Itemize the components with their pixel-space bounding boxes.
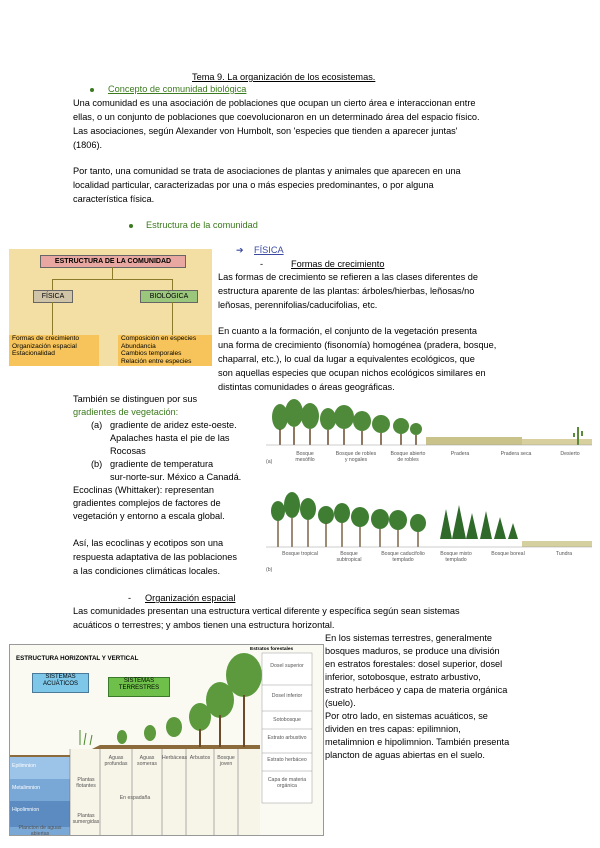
text-line: respuesta adaptativa de las poblaciones	[73, 552, 237, 562]
text-line: a las condiciones climáticas locales.	[73, 566, 221, 576]
text-line: distintas comunidades o áreas geográficas.	[218, 382, 395, 392]
figure-caption: Bosque abierto de robles	[390, 451, 426, 463]
figure-caption: Pradera	[450, 451, 470, 457]
text-line: estructura aparente de las plantas: árboles/hierbas, leñosas/no	[218, 286, 475, 296]
strata-title: Estratos forestales	[250, 647, 294, 652]
figure-title: ESTRUCTURA HORIZONTAL Y VERTICAL	[16, 655, 139, 662]
diagram-fisica-box: FÍSICA	[33, 290, 73, 303]
diagram-biologica-box: BIOLÓGICA	[140, 290, 198, 303]
stratum-label: Dosel superior	[270, 663, 304, 669]
diagram-item: Organización espacial	[12, 342, 77, 350]
bullet-icon	[129, 224, 133, 228]
text-line: localidad particular, caracterizadas por una o más especies predominantes, o por alguna	[73, 180, 434, 190]
text-line: En los sistemas terrestres, generalmente	[325, 633, 492, 643]
figure-caption: Tundra	[555, 551, 573, 557]
text-line: acuáticos o terrestres; y ambos tienen una estructura horizontal.	[73, 620, 335, 630]
vertical-structure-figure	[9, 644, 324, 836]
figure-caption: Desierto	[560, 451, 580, 457]
concepto-heading: Concepto de comunidad biológica	[108, 84, 247, 94]
text-line: gradientes complejos de factores de	[73, 498, 221, 508]
text-line: Apalaches hasta el pie de las	[110, 433, 230, 443]
text-line: gradiente de aridez este-oeste.	[110, 420, 237, 430]
text-line: sur-norte-sur. México a Canadá.	[110, 472, 242, 482]
zone-label: Aguas profundas	[104, 755, 128, 767]
estructura-diagram	[9, 249, 212, 366]
zone-label: Bosque joven	[217, 755, 235, 767]
vegetation-gradient-figure	[266, 399, 592, 579]
organizacion-heading: Organización espacial	[145, 593, 236, 603]
figure-caption: Bosque de robles y nogales	[335, 451, 377, 463]
text-line: Las formas de crecimiento se refieren a las clases diferentes de	[218, 272, 478, 282]
text-line: En cuanto a la formación, el conjunto de la vegetación presenta	[218, 326, 477, 336]
diagram-item: Cambios temporales	[121, 350, 182, 358]
page-title: Tema 9. La organización de los ecosistemas.	[192, 72, 376, 82]
text-line: plancton de aguas abiertas en el suelo.	[325, 750, 485, 760]
figure-caption: Pradera seca	[500, 451, 532, 457]
figure-caption: Bosque mixto templado	[440, 551, 472, 563]
text-line: estrato herbáceo y capa de materia orgánica	[325, 685, 508, 695]
list-marker: (b)	[91, 459, 103, 469]
diagram-item: Composición en especies	[121, 335, 197, 342]
text-line: chaparral, etc.), lo cual da lugar a equivalentes ecológicos, que	[218, 354, 475, 364]
figure-label-a: (a)	[266, 459, 273, 465]
text-line: Por tanto, una comunidad se trata de asociaciones de plantas y animales que aparecen en una	[73, 166, 461, 176]
text-line: vegetación y entorno a escala global.	[73, 511, 225, 521]
figure-caption: Bosque tropical	[282, 551, 318, 557]
zone-label: Plantas sumergidas	[72, 813, 100, 825]
figure-caption: Bosque subtropical	[336, 551, 362, 563]
stratum-label: Estrato arbustivo	[267, 735, 307, 741]
stratum-label: Estrato herbáceo	[267, 757, 307, 763]
fisica-heading: FÍSICA	[254, 245, 284, 255]
text-line: Las asociaciones, según Alexander von Humbolt, son 'especies que tienden a aparecer juntas'	[73, 126, 458, 136]
figure-caption: Bosque mesófilo	[295, 451, 315, 463]
figure-caption: Bosque boreal	[491, 551, 525, 557]
text-line: Las comunidades presentan una estructura vertical diferente y específica según sean sistemas	[73, 606, 460, 616]
dash-marker: -	[128, 593, 132, 603]
text-line: También se distinguen por sus	[73, 394, 198, 404]
diagram-root-box: ESTRUCTURA DE LA COMUNIDAD	[40, 255, 186, 268]
estructura-heading: Estructura de la comunidad	[146, 220, 258, 230]
text-line: en estratos forestales: dosel superior, dosel	[325, 659, 503, 669]
zone-label: Plantas flotantes	[76, 777, 96, 789]
text-line: una forma de crecimiento (fisonomía) homogénea (pradera, bosque,	[218, 340, 497, 350]
text-line: dividen en tres capas: epilimnion,	[325, 724, 461, 734]
zone-label: Herbáceas	[162, 755, 188, 761]
text-line: Rocosas	[110, 446, 146, 456]
text-line: gradientes de vegetación:	[73, 407, 179, 417]
text-line: bosques maduros, se produce una división	[325, 646, 500, 656]
diagram-item: Formas de crecimiento	[12, 335, 80, 342]
text-line: Así, las ecoclinas y ecotipos son una	[73, 538, 224, 548]
text-line: Ecoclinas (Whittaker): representan	[73, 485, 214, 495]
text-line: ellas, o un conjunto de poblaciones que coevolucionaron en un determinado área del espacio físico.	[73, 112, 480, 122]
formas-heading: Formas de crecimiento	[291, 259, 385, 269]
list-marker: (a)	[91, 420, 103, 430]
text-line: característica física.	[73, 194, 155, 204]
plankton-label: Plancton de aguas abiertas	[18, 825, 62, 837]
stratum-label: Capa de materia orgánica	[267, 777, 307, 789]
stratum-label: Sotobosque	[273, 717, 301, 723]
text-line: leñosas, perennifolias/caducifolias, etc.	[218, 300, 378, 310]
diagram-item: Estacionalidad	[12, 350, 55, 358]
text-line: gradiente de temperatura	[110, 459, 214, 469]
figure-caption: Bosque caducifolio templado	[381, 551, 425, 563]
terrestrial-systems-label: SISTEMAS TERRESTRES	[108, 677, 170, 697]
zone-label: Aguas someras	[137, 755, 157, 767]
diagram-biologica-items	[118, 335, 212, 366]
water-layer-label: Metalimnion	[12, 785, 40, 791]
text-line: son aquellas especies que ocupan nichos ecológicos similares en	[218, 368, 486, 378]
zone-label: Arbustos	[189, 755, 211, 761]
text-line: (1806).	[73, 140, 103, 150]
text-line: inferior, sotobosque, estrato arbustivo,	[325, 672, 481, 682]
diagram-item: Abundancia	[121, 342, 156, 350]
text-line: Una comunidad es una asociación de poblaciones que ocupan un cierto área e interaccionan entre	[73, 98, 476, 108]
text-line: Por otro lado, en sistemas acuáticos, se	[325, 711, 488, 721]
figure-label-b: (b)	[266, 567, 273, 573]
stratum-label: Dosel inferior	[271, 693, 303, 699]
dash-marker: -	[260, 259, 264, 269]
diagram-fisica-items	[9, 335, 99, 366]
arrow-right-icon: ➔	[236, 245, 244, 255]
text-line: (suelo).	[325, 698, 356, 708]
bullet-icon	[90, 88, 94, 92]
water-layer-label: Hipolimnion	[12, 807, 40, 813]
zone-label: En espadaña	[119, 795, 151, 801]
aquatic-systems-label: SISTEMAS ACUÁTICOS	[32, 673, 89, 693]
text-line: metalimnion e hipolimnion. También presenta	[325, 737, 510, 747]
diagram-item: Relación entre especies	[121, 357, 192, 365]
water-layer-label: Epilimnion	[12, 763, 36, 769]
